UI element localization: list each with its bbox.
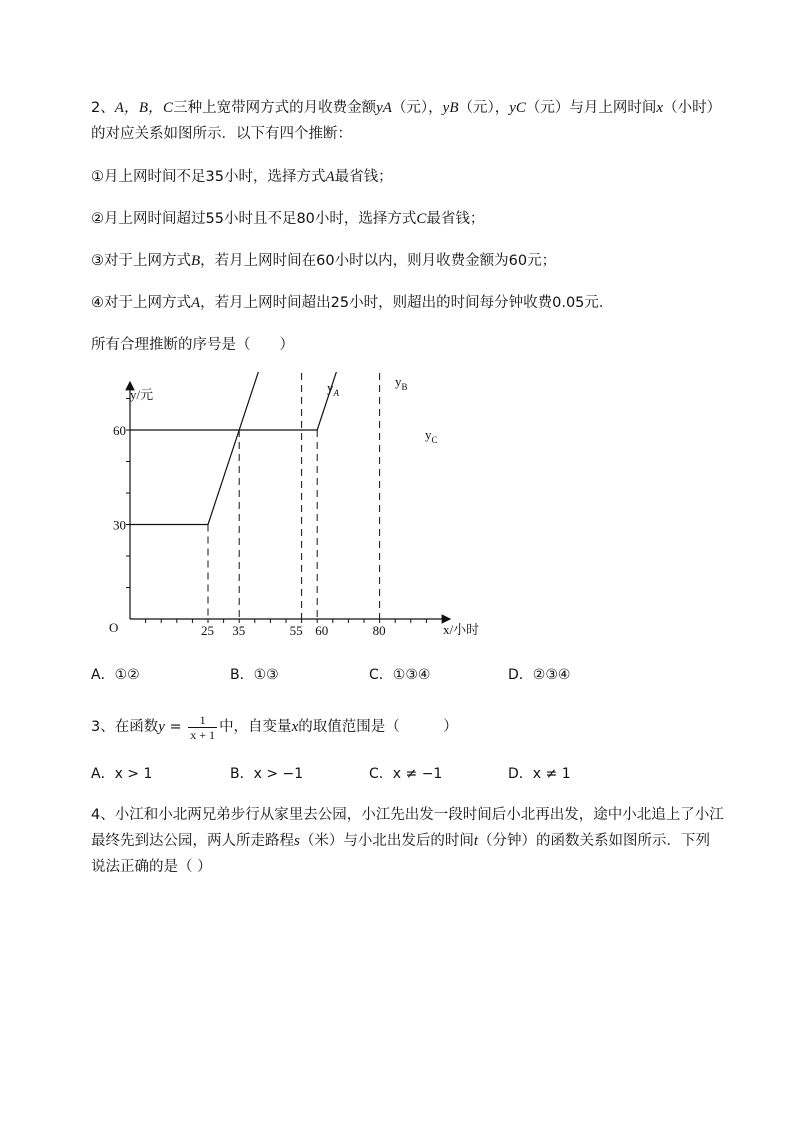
q3-option-c[interactable]: C．x ≠ −1: [369, 766, 443, 782]
q2-unit: （元），: [391, 100, 443, 116]
y-tick-label: 60: [113, 423, 126, 438]
q2-statement-2: [91, 209, 484, 229]
q2-s4-text: ④对于上网方式: [91, 295, 191, 311]
q2-s3-var: B: [191, 253, 201, 269]
q4-t: t: [473, 833, 479, 849]
q2-line-1: [91, 98, 721, 118]
q2-s1-text-end: 最省钱；: [334, 169, 393, 185]
q3-denominator: x + 1: [190, 727, 216, 742]
q3-x: x: [291, 719, 299, 735]
label-yA: $y_A$: [327, 380, 339, 398]
q4-text-b: （米）与小北出发后的时间: [299, 833, 474, 849]
q2-s3-text: ③对于上网方式: [91, 253, 191, 269]
q4-text-c: （分钟）的函数关系如图所示．下列: [478, 833, 711, 849]
q2-statement-4: [91, 293, 613, 313]
q3-prefix: 3、在函数: [91, 719, 159, 735]
series-yA: [208, 372, 317, 525]
q2-s4-var: A: [191, 295, 201, 311]
q2-s3-text-end: ，若月上网时间在60小时以内，则月收费金额为60元；: [200, 253, 557, 269]
q2-unit: （元），: [458, 100, 510, 116]
y-tick-label: 30: [113, 517, 126, 533]
q2-statement-1: [91, 167, 393, 187]
x-axis-label: x/小时: [443, 622, 480, 637]
q3-suffix-end: 的取值范围是（ ）: [298, 719, 458, 735]
q2-option-c[interactable]: C．①③④: [369, 667, 431, 683]
q2-s2-var: C: [416, 211, 427, 227]
q3-y: y: [158, 719, 165, 735]
q2-yA: yA: [376, 100, 392, 116]
q3-eq: =: [164, 719, 187, 735]
label-yC: $y_C$: [425, 427, 438, 445]
series-yB: [130, 372, 395, 430]
q3-option-b[interactable]: B．x > −1: [230, 766, 304, 782]
q2-graph: [95, 372, 495, 642]
q2-unit: （元）与月上网时间: [525, 100, 657, 116]
q2-unit: （小时）: [663, 100, 722, 116]
q2-option-d[interactable]: D．②③④: [508, 667, 571, 683]
q2-s2-text: ②月上网时间超过55小时且不足80小时，选择方式: [91, 211, 417, 227]
q2-ask: 所有合理推断的序号是（ ）: [91, 337, 294, 353]
q2-yC: yC: [509, 100, 526, 116]
label-yB: $y_B$: [395, 374, 408, 392]
q2-s4-text-end: ，若月上网时间超出25小时，则超出的时间每分钟收费0.05元．: [200, 295, 614, 311]
q2-statement-3: [91, 251, 556, 271]
y-axis-label: y/元: [130, 387, 154, 402]
q3-suffix: 中，自变量: [219, 719, 292, 735]
q3-fraction: [188, 713, 217, 742]
q2-s1-text: ①月上网时间不足35小时，选择方式: [91, 169, 326, 185]
q2-s1-var: A: [325, 169, 335, 185]
q2-number: 2、: [91, 100, 115, 116]
q2-option-a[interactable]: A．①②: [91, 667, 140, 683]
q4-line-1: 4、小江和小北两兄弟步行从家里去公园，小江先出发一段时间后小北再出发，途中小北追上了小江: [91, 807, 724, 823]
q3-option-a[interactable]: A．x > 1: [91, 766, 153, 782]
x-tick-label: 60: [315, 623, 329, 638]
x-tick-label: 35: [232, 623, 246, 638]
q4-line-2: [91, 831, 710, 851]
x-tick-label: 55: [289, 623, 303, 638]
q4-s: s: [294, 833, 300, 849]
q2-option-b[interactable]: B．①③: [230, 667, 279, 683]
x-tick-label: 80: [372, 623, 386, 638]
q3-stem: [91, 712, 458, 742]
x-tick-label: 25: [201, 623, 214, 638]
q4-line-3: 说法正确的是（ ）: [91, 859, 212, 875]
q2-text: 三种上宽带网方式的月收费金额: [173, 100, 377, 116]
q2-vars: A，B，C: [114, 100, 174, 116]
q2-x: x: [656, 100, 664, 116]
q3-numerator: 1: [188, 713, 217, 728]
q3-option-d[interactable]: D．x ≠ 1: [508, 766, 571, 782]
q4-text-a: 最终先到达公园，两人所走路程: [91, 833, 294, 849]
q2-line-2: 的对应关系如图所示．以下有四个推断：: [91, 126, 352, 142]
q2-yB: yB: [442, 100, 459, 116]
origin-label: O: [109, 620, 119, 635]
q2-s2-text-end: 最省钱；: [426, 211, 485, 227]
